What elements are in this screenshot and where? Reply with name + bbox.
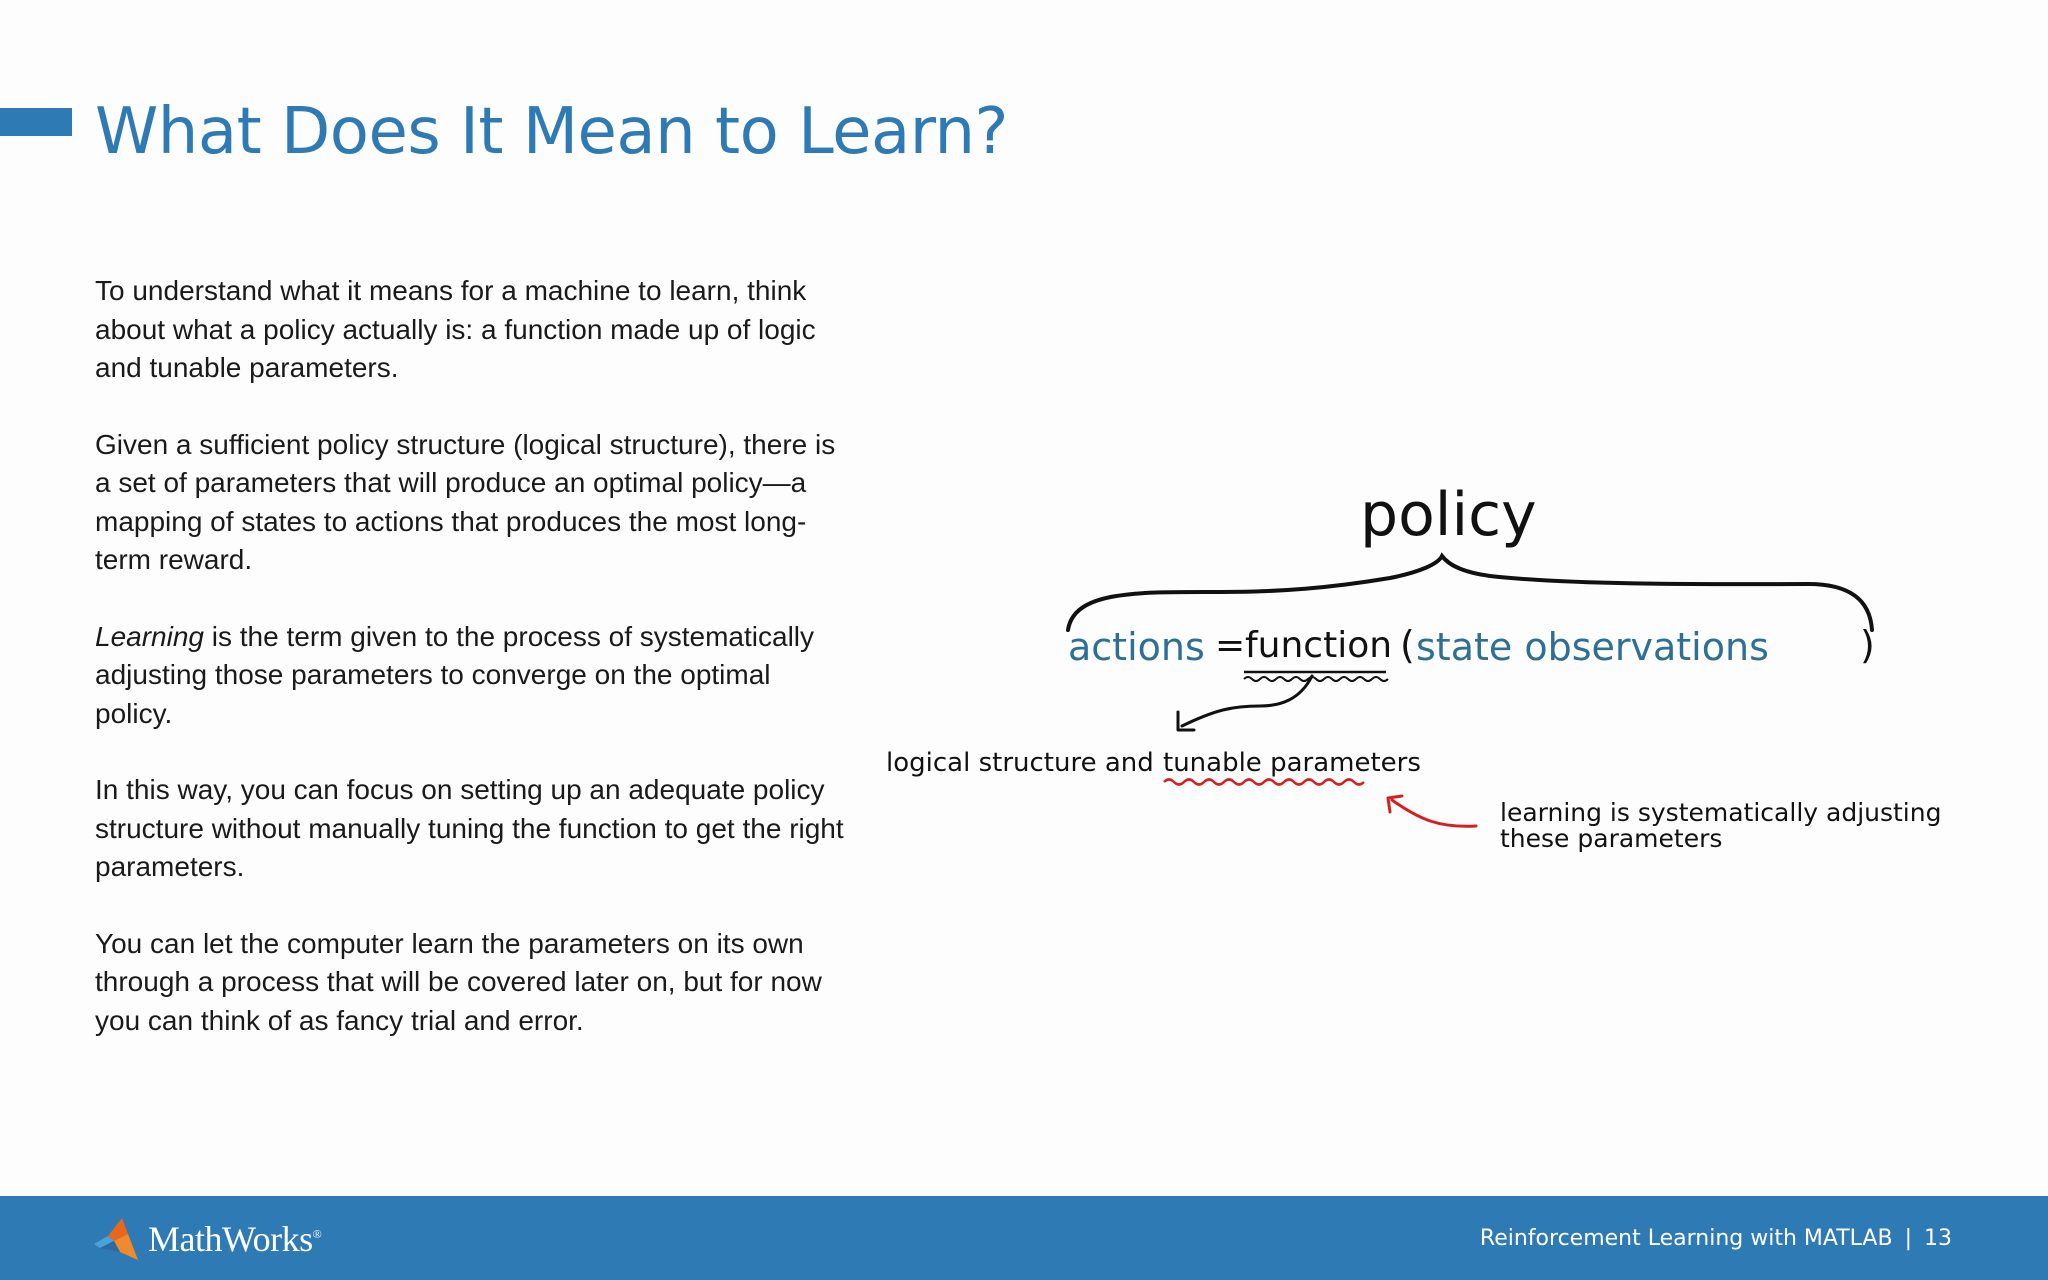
open-paren: ( <box>1400 623 1415 667</box>
function-arrow <box>1182 676 1312 726</box>
logic-prefix-label: logical structure and <box>886 748 1154 778</box>
policy-brace <box>1068 556 1872 630</box>
note-arrow <box>1392 800 1476 826</box>
actions-label: actions <box>1068 625 1205 669</box>
tunable-squiggle <box>1164 780 1364 785</box>
doc-title: Reinforcement Learning with MATLAB <box>1479 1226 1893 1251</box>
function-label: function <box>1245 625 1393 666</box>
function-squiggle <box>1244 677 1388 681</box>
footer-doc-info <box>1480 1222 1952 1256</box>
brand-name <box>148 1218 321 1260</box>
title-accent-bar <box>0 108 72 136</box>
body-text <box>95 272 855 1078</box>
policy-label: policy <box>1360 480 1537 550</box>
paragraph-4: In this way, you can focus on setting up an adequate policy structure without manually tuning the function to get the right parameters. <box>95 774 844 882</box>
equals-sign: = <box>1215 625 1246 666</box>
tunable-parameters-label: tunable parameters <box>1163 748 1421 778</box>
policy-diagram <box>860 460 2048 880</box>
footer-separator: | <box>1904 1226 1912 1251</box>
paragraph-3-rest: is the term given to the process of systematically adjusting those parameters to converge on the optimal policy. <box>95 620 815 729</box>
page-number: 13 <box>1924 1226 1952 1251</box>
learning-term: Learning <box>95 620 204 652</box>
footer-bar <box>0 1196 2048 1280</box>
membrane-logo-icon <box>92 1214 144 1264</box>
brand-text: MathWorks <box>148 1219 313 1259</box>
learning-note-line-2: these parameters <box>1500 824 1723 853</box>
learning-note-line-1: learning is systematically adjusting <box>1500 798 1942 827</box>
state-observations-label: state observations <box>1416 625 1769 669</box>
mathworks-logo[interactable] <box>92 1214 321 1264</box>
close-paren: ) <box>1860 623 1875 667</box>
paragraph-2: Given a sufficient policy structure (logical structure), there is a set of parameters that will produce an optimal policy—a mapping of states to actions that produces the most long-term reward. <box>95 428 836 575</box>
registered-mark: ® <box>312 1227 322 1241</box>
paragraph-1: To understand what it means for a machine to learn, think about what a policy actually is: a function made up of logic and tunable parameters. <box>95 275 816 383</box>
paragraph-5: You can let the computer learn the parameters on its own through a process that will be covered later on, but for now you can think of as fancy trial and error. <box>95 927 822 1036</box>
slide-title: What Does It Mean to Learn? <box>95 95 1008 169</box>
paragraph-3 <box>95 618 855 734</box>
